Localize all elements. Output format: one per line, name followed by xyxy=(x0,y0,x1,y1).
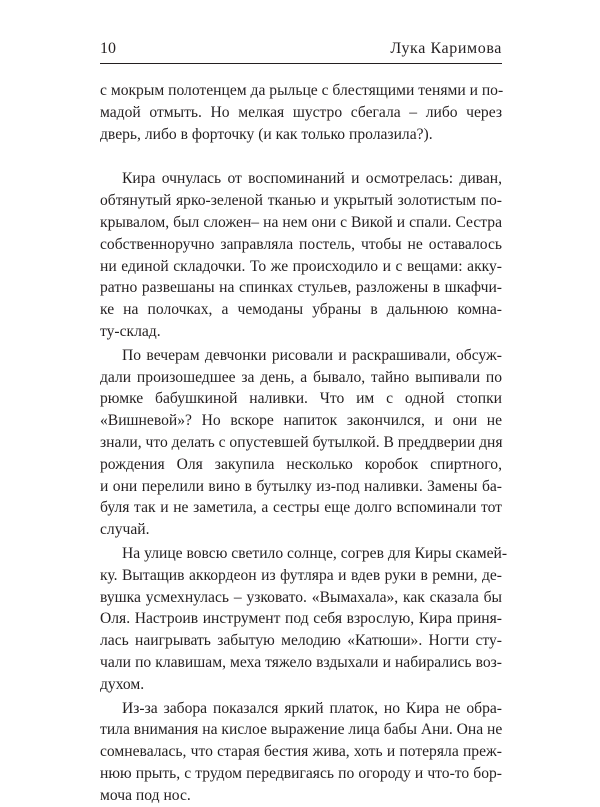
text-line: знали, что делать с опустевшей бутылкой. В преддверии дня xyxy=(100,433,503,451)
page-number: 10 xyxy=(100,40,116,57)
text-line: Кира очнулась от воспоминаний и осмотрелась: диван, xyxy=(122,170,502,188)
text-line: «Вишневой»? Но вскоре напиток закончился, и они не xyxy=(100,412,502,430)
text-line: Оля. Настроив инструмент под себя взрослую, Кира приня- xyxy=(100,610,502,628)
text-line: дверь, либо в форточку (и как только пролазила?). xyxy=(100,125,433,143)
text-line: На улице вовсю светило солнце, согрев для Киры скамей- xyxy=(122,544,508,562)
text-line: моча под нос. xyxy=(100,786,191,804)
text-line: По вечерам девчонки рисовали и раскрашивали, обсуж- xyxy=(122,346,502,364)
book-page xyxy=(100,0,508,804)
text-line: ратно развешаны на спинках стульев, разложены в шкафчи- xyxy=(100,279,502,297)
paragraph-2 xyxy=(100,168,502,342)
text-line: лась наигрывать забытую мелодию «Катюши». Ногти сту- xyxy=(100,632,502,650)
text-line: с мокрым полотенцем да рыльце с блестящими тенями и по- xyxy=(100,82,504,99)
text-line: обтянутый ярко-зеленой тканью и укрытый золотистым по- xyxy=(100,192,502,210)
body-text xyxy=(100,80,508,807)
text-line: буля так и не заметила, а сестры еще долго вспоминали тот xyxy=(100,499,502,517)
paragraph-5 xyxy=(100,698,502,807)
text-line: дали произошедшее за день, а бывало, тайно выпивали по xyxy=(100,368,502,386)
text-line: ке на полочках, а чемоданы убраны в дальнюю комна- xyxy=(100,301,502,319)
text-line: ку. Вытащив аккордеон из футляра и вдев руки в ремни, де- xyxy=(100,566,502,584)
paragraph-3 xyxy=(100,345,502,541)
running-head xyxy=(100,38,502,60)
text-line: нюю прыть, с трудом передвигаясь по огороду и что-то бор- xyxy=(100,764,502,782)
text-line: духом. xyxy=(100,675,145,693)
header-rule xyxy=(100,63,502,64)
text-line: ни единой складочки. То же происходило и с вещами: акку- xyxy=(100,257,502,275)
text-line: сомневалась, что старая бестия жива, хоть и потеряла преж- xyxy=(100,743,502,761)
text-line: крывалом, был сложен– на нем они с Викой и спали. Сестра xyxy=(100,213,502,231)
text-line: ту-склад. xyxy=(100,322,161,340)
text-line: собственноручно заправляла постель, чтобы не оставалось xyxy=(100,235,502,253)
text-line: и они перелили вино в бутылку из-под наливки. Замены ба- xyxy=(100,477,502,495)
text-line: вушка усмехнулась – узковато. «Вымахала», как сказала бы xyxy=(100,588,502,606)
text-line: случай. xyxy=(100,521,150,539)
text-line: тила внимания на кислое выражение лица бабы Ани. Она не xyxy=(100,721,503,739)
text-line: Из-за забора показался яркий платок, но Кира не обра- xyxy=(122,699,502,717)
text-line: рождения Оля закупила несколько коробок спиртного, xyxy=(100,455,502,473)
running-author: Лука Каримова xyxy=(390,40,502,57)
text-line: рюмке бабушкиной наливки. Что им с одной стопки xyxy=(100,390,502,408)
paragraph-4 xyxy=(100,543,508,696)
text-line: чали по клавишам, меха тяжело вздыхали и набирались воз- xyxy=(100,653,502,671)
paragraph-1 xyxy=(100,80,502,145)
text-line: мадой отмыть. Но мелкая шустро сбегала – либо через xyxy=(100,103,502,121)
